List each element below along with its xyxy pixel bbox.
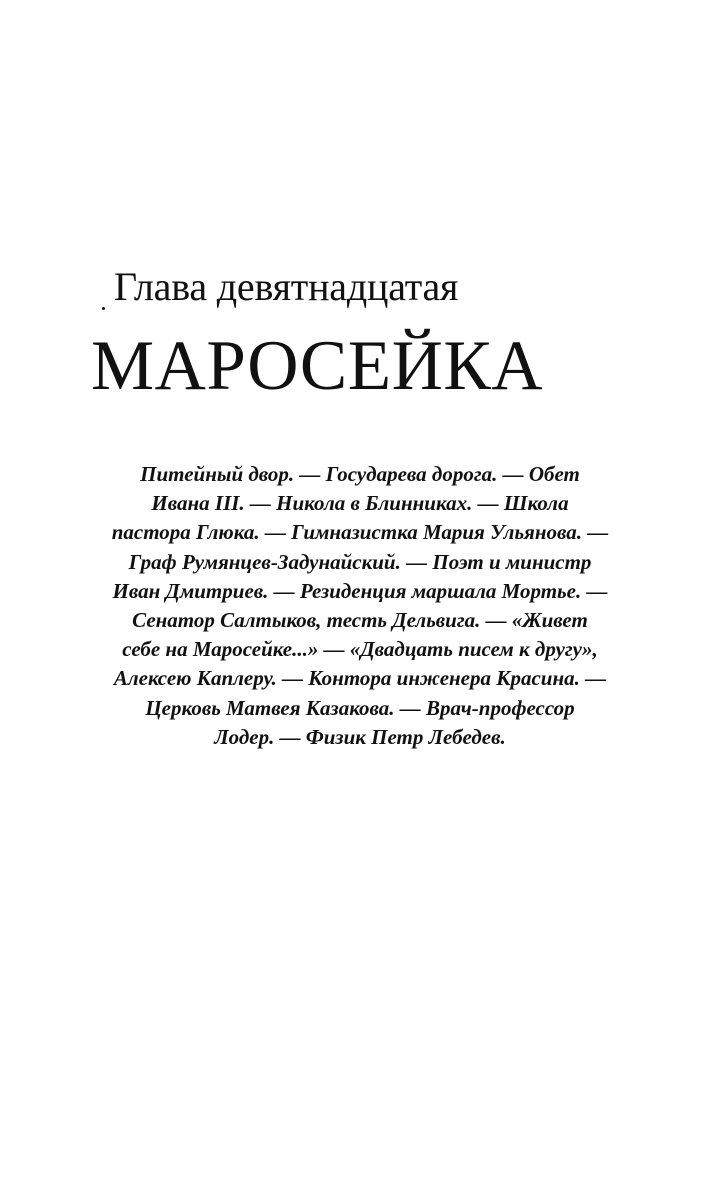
synopsis-line: Иван Дмитриев. — Резиденция маршала Мортье. — — [112, 578, 608, 603]
synopsis-line: себе на Маросейке...» — «Двадцать писем к другу», — [122, 637, 598, 662]
synopsis-line: Церковь Матвея Казакова. — Врач-профессор — [145, 695, 575, 720]
synopsis-line: Граф Румянцев-Задунайский. — Поэт и министр — [128, 549, 592, 574]
chapter-title: МАРОСЕЙКА — [91, 327, 544, 405]
synopsis-line: Алексею Каплеру. — Контора инженера Красина. — — [113, 666, 607, 691]
synopsis-line: Ивана III. — Никола в Блинниках. — Школа — [151, 491, 569, 516]
synopsis-line: пастора Глюка. — Гимназистка Мария Ульянова. — — [111, 520, 609, 545]
print-speck — [102, 307, 105, 310]
chapter-label: Глава девятнадцатая — [114, 264, 459, 309]
chapter-synopsis — [40, 460, 680, 752]
synopsis-line: Питейный двор. — Государева дорога. — Обет — [140, 462, 580, 486]
synopsis-line: Лодер. — Физик Петр Лебедев. — [214, 724, 506, 749]
synopsis-line: Сенатор Салтыков, тесть Дельвига. — «Живет — [132, 608, 588, 633]
